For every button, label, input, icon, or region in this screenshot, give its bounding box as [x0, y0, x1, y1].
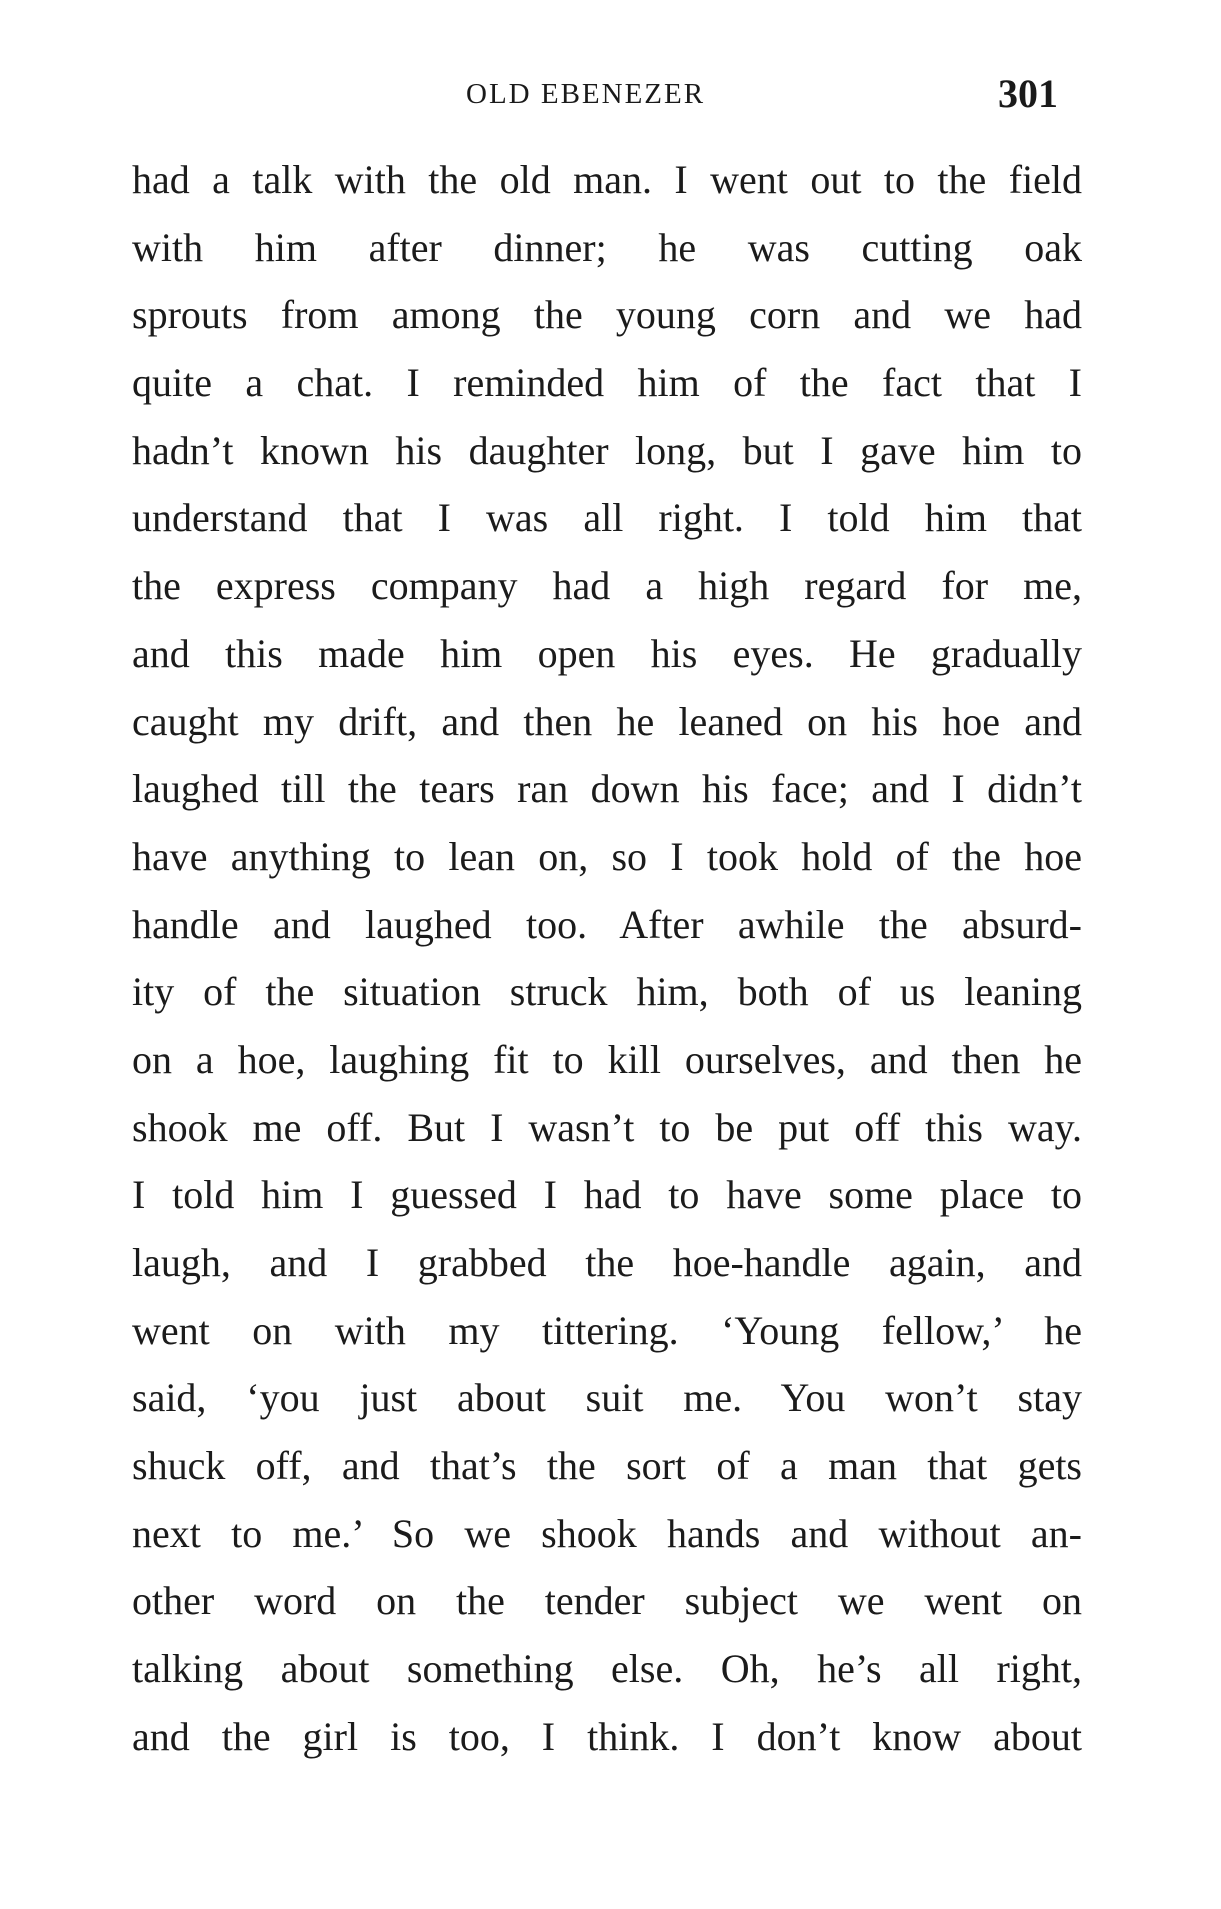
text-line: understand that I was all right. I told him that — [132, 495, 1082, 541]
text-line: and this made him open his eyes. He gradually — [132, 630, 1082, 676]
text-line: with him after dinner; he was cutting oak — [132, 224, 1082, 270]
text-line: quite a chat. I reminded him of the fact that I — [132, 360, 1082, 406]
text-line: handle and laughed too. After awhile the absurd- — [132, 901, 1082, 947]
text-line: next to me.’ So we shook hands and without an- — [132, 1510, 1082, 1556]
text-line: laugh, and I grabbed the hoe-handle again, and — [132, 1240, 1082, 1285]
text-line: have anything to lean on, so I took hold of the hoe — [132, 833, 1082, 879]
text-line: went on with my tittering. ‘Young fellow,’ he — [132, 1307, 1082, 1353]
text-line: laughed till the tears ran down his face; and I didn’t — [132, 766, 1082, 812]
text-line: the express company had a high regard for me, — [132, 563, 1082, 609]
text-line: I told him I guessed I had to have some place to — [132, 1172, 1082, 1218]
text-line: caught my drift, and then he leaned on his hoe and — [132, 698, 1082, 744]
running-head: OLD EBENEZER — [466, 78, 706, 110]
text-line: sprouts from among the young corn and we had — [132, 292, 1082, 338]
text-line: other word on the tender subject we went on — [132, 1578, 1082, 1624]
text-line: ity of the situation struck him, both of us leaning — [132, 969, 1082, 1015]
text-line: talking about something else. Oh, he’s all right, — [132, 1646, 1082, 1692]
text-line: and the girl is too, I think. I don’t know about — [132, 1713, 1082, 1759]
page-header — [0, 72, 1221, 122]
text-line: had a talk with the old man. I went out to the field — [132, 157, 1082, 202]
text-line: said, ‘you just about suit me. You won’t stay — [132, 1375, 1082, 1421]
page-number: 301 — [998, 71, 1058, 116]
text-line: shook me off. But I wasn’t to be put off this way. — [132, 1104, 1082, 1150]
text-line: shuck off, and that’s the sort of a man that gets — [132, 1443, 1082, 1489]
text-line: hadn’t known his daughter long, but I gave him to — [132, 427, 1082, 473]
body-text — [132, 146, 1082, 1771]
text-line: on a hoe, laughing fit to kill ourselves, and then he — [132, 1036, 1082, 1082]
